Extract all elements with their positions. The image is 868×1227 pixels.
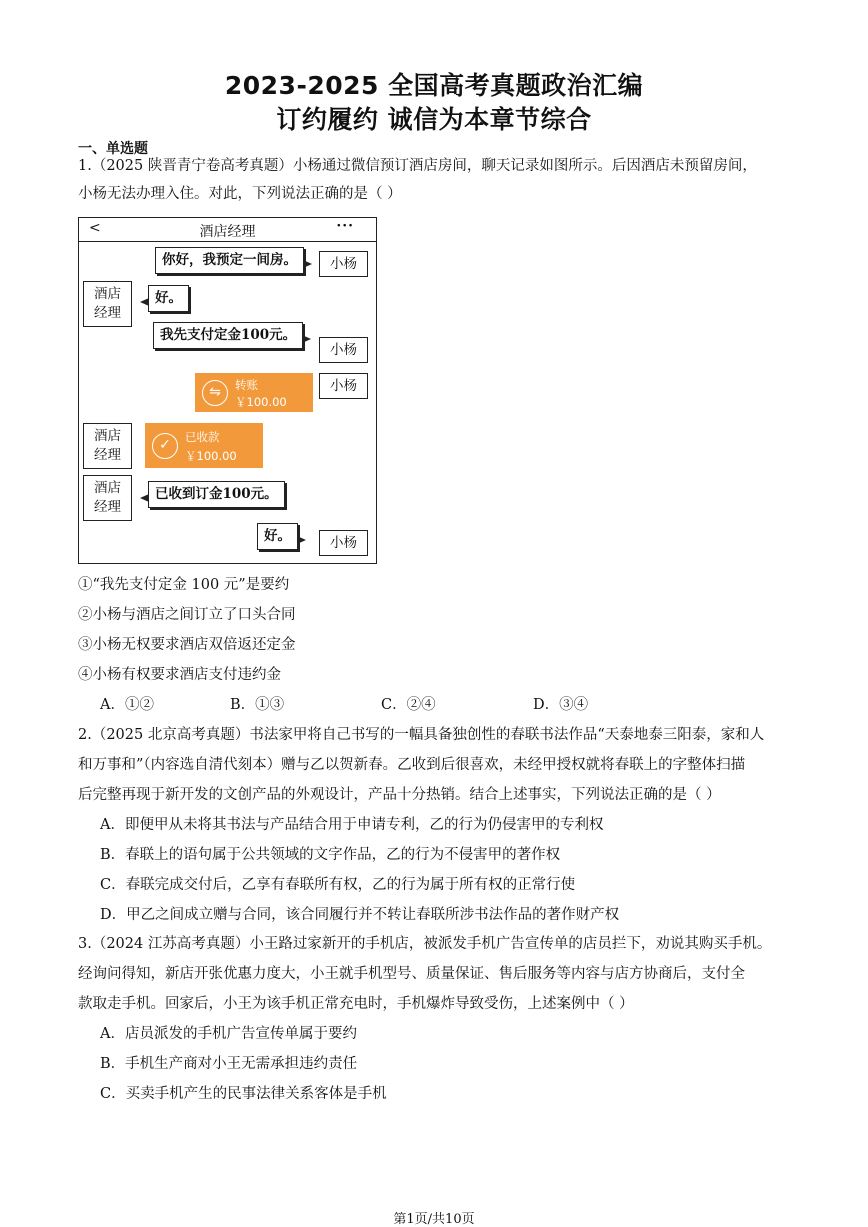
q3-option-b: B．手机生产商对小王无需承担违约责任 [100, 1056, 358, 1072]
avatar-manager [83, 423, 132, 469]
received-amount: ￥100.00 [185, 449, 237, 463]
chat-message: 已收到订金100元。 [148, 481, 285, 508]
page-footer: 第1页/共10页 [393, 1212, 475, 1227]
chat-message: 我先支付定金100元。 [153, 322, 303, 349]
avatar-yang: 小杨 [319, 530, 368, 556]
avatar-manager-line2: 经理 [94, 499, 121, 515]
transfer-label: 转账 [235, 378, 258, 392]
chat-title: 酒店经理 [199, 224, 256, 240]
q2-option-c: C．春联完成交付后，乙享有春联所有权，乙的行为属于所有权的正常行使 [100, 877, 576, 893]
received-card [145, 423, 263, 468]
q2-option-a: A．即便甲从未将其书法与产品结合用于申请专利，乙的行为仍侵害甲的专利权 [100, 817, 604, 833]
transfer-icon: ⇋ [202, 380, 228, 406]
avatar-manager [83, 475, 132, 521]
chat-message: 你好，我预定一间房。 [155, 247, 304, 274]
transfer-card [195, 373, 313, 412]
q1-option-b: B．①③ [230, 697, 285, 713]
chat-header [79, 218, 376, 242]
q2-stem-line1: 2.（2025 北京高考真题）书法家甲将自己书写的一幅具备独创性的春联书法作品“天泰地泰三阳泰，家和人 [78, 727, 765, 743]
avatar-manager-line2: 经理 [94, 447, 121, 463]
q1-stem-line1: 1.（2025 陕晋青宁卷高考真题）小杨通过微信预订酒店房间，聊天记录如图所示。后因酒店未预留房间， [78, 158, 757, 174]
avatar-yang: 小杨 [319, 337, 368, 363]
avatar-manager-line1: 酒店 [94, 480, 121, 496]
transfer-amount: ￥100.00 [235, 395, 287, 409]
section-heading: 一、单选题 [78, 141, 148, 157]
q1-statement: ④小杨有权要求酒店支付违约金 [78, 667, 281, 683]
q3-option-a: A．店员派发的手机广告宣传单属于要约 [100, 1026, 357, 1042]
document-subtitle: 订约履约 诚信为本章节综合 [276, 105, 592, 134]
q1-option-d: D．③④ [533, 697, 589, 713]
q2-option-b: B．春联上的语句属于公共领域的文字作品，乙的行为不侵害甲的著作权 [100, 847, 561, 863]
q2-option-d: D．甲乙之间成立赠与合同，该合同履行并不转让春联所涉书法作品的著作财产权 [100, 907, 620, 923]
back-icon: < [89, 220, 101, 236]
avatar-manager [83, 281, 132, 327]
document-title: 2023-2025 全国高考真题政治汇编 [224, 71, 644, 100]
more-icon: ··· [336, 218, 354, 234]
q3-option-c: C．买卖手机产生的民事法律关系客体是手机 [100, 1086, 387, 1102]
q1-option-a: A．①② [100, 697, 154, 713]
q1-option-c: C．②④ [381, 697, 436, 713]
q3-stem-line2: 经询问得知，新店开张优惠力度大，小王就手机型号、质量保证、售后服务等内容与店方协商后，支付全 [78, 966, 745, 982]
received-label: 已收款 [185, 430, 220, 444]
q1-statement: ①“我先支付定金 100 元”是要约 [78, 577, 290, 593]
check-icon: ✓ [152, 433, 178, 459]
avatar-manager-line2: 经理 [94, 305, 121, 321]
chat-screenshot [78, 217, 377, 564]
chat-message: 好。 [257, 523, 298, 550]
chat-message: 好。 [148, 285, 189, 312]
avatar-manager-line1: 酒店 [94, 428, 121, 444]
q2-stem-line3: 后完整再现于新开发的文创产品的外观设计，产品十分热销。结合上述事实，下列说法正确的是（ ） [78, 787, 721, 803]
avatar-yang: 小杨 [319, 373, 368, 399]
avatar-yang: 小杨 [319, 251, 368, 277]
q1-stem-line2: 小杨无法办理入住。对此，下列说法正确的是（ ） [78, 186, 402, 202]
q1-statement: ②小杨与酒店之间订立了口头合同 [78, 607, 296, 623]
q1-statement: ③小杨无权要求酒店双倍返还定金 [78, 637, 296, 653]
q3-stem-line3: 款取走手机。回家后，小王为该手机正常充电时，手机爆炸导致受伤，上述案例中（ ） [78, 996, 634, 1012]
q2-stem-line2: 和万事和”（内容选自清代刻本）赠与乙以贺新春。乙收到后很喜欢，未经甲授权就将春联上的字整体扫描 [78, 757, 746, 773]
avatar-manager-line1: 酒店 [94, 286, 121, 302]
q3-stem-line1: 3.（2024 江苏高考真题）小王路过家新开的手机店，被派发手机广告宣传单的店员拦下，劝说其购买手机。 [78, 936, 772, 952]
